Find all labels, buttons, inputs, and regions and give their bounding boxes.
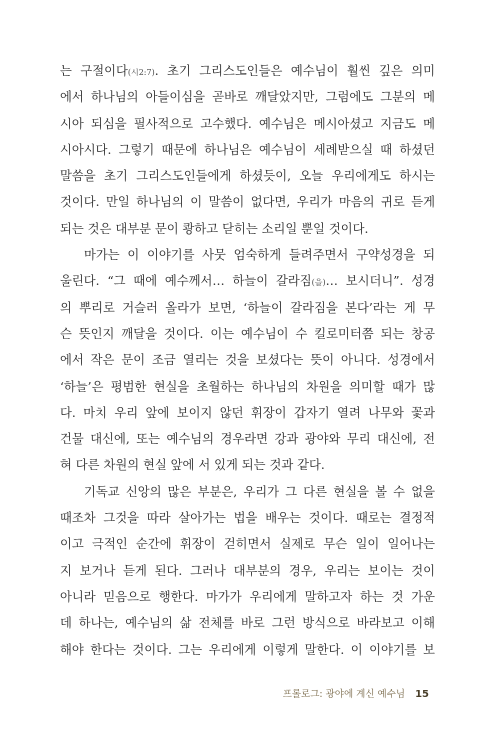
text-line: 의 뿌리로 거슬러 올라가 보면, ‘하늘이 갈라짐을 본다’라는 게 무 [60, 300, 435, 315]
text-line: 울린다. “그 때에 예수께서… 하늘이 갈라짐(을)… 보시더니”. 성경 [60, 274, 435, 289]
text-line: 에서 작은 문이 조금 열리는 것을 보셨다는 뜻이 아니다. 성경에서 [60, 353, 435, 368]
text-line: 시아 되심을 필사적으로 고수했다. 예수님은 메시아셨고 지금도 메 [60, 116, 435, 131]
text-line: 이고 극적인 순간에 휘장이 걷히면서 실제로 무슨 일이 일어나는 [60, 537, 435, 552]
page-footer [283, 686, 429, 700]
text-line: 기독교 신앙의 많은 부분은, 우리가 그 다른 현실을 볼 수 없을 [84, 484, 435, 499]
text-line: 는 구절이다(시2:7). 초기 그리스도인들은 예수님이 훨씬 깊은 의미 [60, 64, 435, 78]
page-number: 15 [415, 689, 429, 700]
text-line: ‘하늘’은 평범한 현실을 초월하는 하나님의 차원을 의미할 때가 많 [60, 379, 435, 394]
text-line: 마가는 이 이야기를 사뭇 엄숙하게 들려주면서 구약성경을 되 [84, 248, 435, 263]
text-line: 에서 하나님의 아들이심을 곧바로 깨달았지만, 그럼에도 그분의 메 [60, 90, 435, 105]
text-line: 데 하나는, 예수님의 삶 전체를 바로 그런 방식으로 바라보고 이해 [60, 616, 435, 631]
text-line: 건물 대신에, 또는 예수님의 경우라면 강과 광야와 무리 대신에, 전 [60, 432, 435, 447]
text-line: 시아시다. 그렇기 때문에 하나님은 예수님이 세례받으실 때 하셨던 [60, 142, 435, 157]
scripture-reference: (시2:7) [127, 68, 155, 77]
text-line: 다. 마치 우리 앞에 보이지 않던 휘장이 갑자기 열려 나무와 꽃과 [60, 405, 435, 420]
text-line: 지 보거나 듣게 된다. 그러나 대부분의 경우, 우리는 보이는 것이 [60, 563, 435, 578]
text-line: 때조차 그것을 따라 살아가는 법을 배우는 것이다. 때로는 결정적 [60, 511, 435, 526]
text-line: 아니라 믿음으로 행한다. 마가가 우리에게 말하고자 하는 것 가운 [60, 589, 435, 604]
text-line: 되는 것은 대부분 문이 쾅하고 닫히는 소리일 뿐일 것이다. [60, 221, 369, 236]
text-line: 말씀을 초기 그리스도인들에게 하셨듯이, 오늘 우리에게도 하시는 [60, 169, 435, 184]
running-title: 프롤로그: 광야에 계신 예수님 [282, 689, 406, 700]
text-line: 슨 뜻인지 깨달을 것이다. 이는 예수님이 수 킬로미터쯤 되는 창공 [60, 326, 435, 341]
text-line: 혀 다른 차원의 현실 앞에 서 있게 되는 것과 같다. [60, 458, 325, 473]
text-line: 것이다. 만일 하나님의 이 말씀이 없다면, 우리가 마음의 귀로 듣게 [60, 195, 435, 210]
text-line: 해야 한다는 것이다. 그는 우리에게 이렇게 말한다. 이 이야기를 보 [60, 642, 435, 657]
inline-note: (을) [311, 278, 326, 288]
body-text [60, 58, 435, 663]
